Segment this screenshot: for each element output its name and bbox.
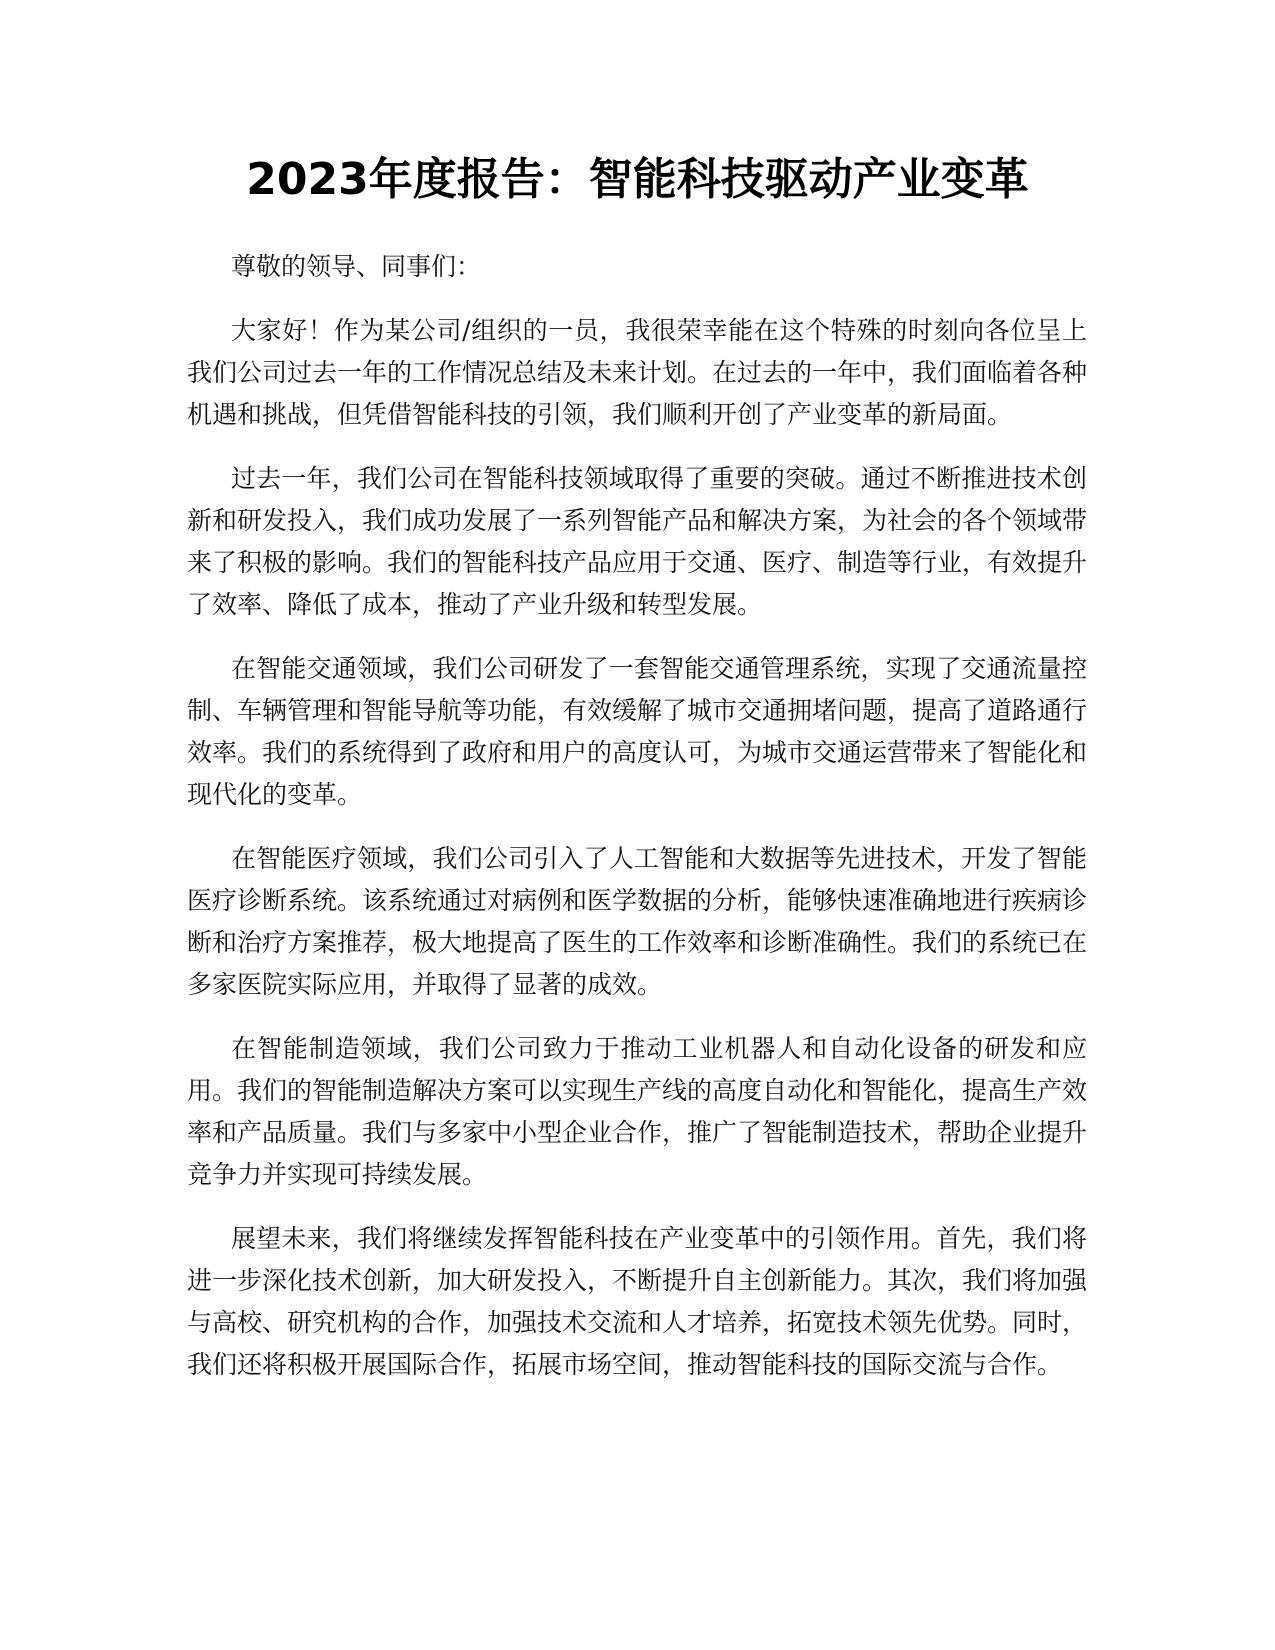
smart-medical-paragraph: 在智能医疗领域，我们公司引入了人工智能和大数据等先进技术，开发了智能医疗诊断系统。该系统通过对病例和医学数据的分析，能够快速准确地进行疾病诊断和治疗方案推荐，极大地提高了医生的工作效率和诊断准确性。我们的系统已在多家医院实际应用，并取得了显著的成效。 — [187, 844, 1088, 999]
intro-paragraph: 大家好！作为某公司/组织的一员，我很荣幸能在这个特殊的时刻向各位呈上我们公司过去一年的工作情况总结及未来计划。在过去的一年中，我们面临着各种机遇和挑战，但凭借智能科技的引领，我们顺利开创了产业变革的新局面。 — [187, 316, 1088, 429]
outlook-paragraph: 展望未来，我们将继续发挥智能科技在产业变革中的引领作用。首先，我们将进一步深化技术创新，加大研发投入，不断提升自主创新能力。其次，我们将加强与高校、研究机构的合作，加强技术交流和人才培养，拓宽技术领先优势。同时，我们还将积极开展国际合作，拓展市场空间，推动智能科技的国际交流与合作。 — [187, 1224, 1088, 1379]
document-body — [187, 246, 1087, 1408]
document-title: 2023年度报告：智能科技驱动产业变革 — [246, 154, 1029, 205]
greeting-paragraph: 尊敬的领导、同事们： — [231, 252, 482, 281]
achievements-paragraph: 过去一年，我们公司在智能科技领域取得了重要的突破。通过不断推进技术创新和研发投入，我们成功发展了一系列智能产品和解决方案，为社会的各个领域带来了积极的影响。我们的智能科技产品应用于交通、医疗、制造等行业，有效提升了效率、降低了成本，推动了产业升级和转型发展。 — [187, 464, 1088, 619]
smart-transport-paragraph: 在智能交通领域，我们公司研发了一套智能交通管理系统，实现了交通流量控制、车辆管理和智能导航等功能，有效缓解了城市交通拥堵问题，提高了道路通行效率。我们的系统得到了政府和用户的高度认可，为城市交通运营带来了智能化和现代化的变革。 — [187, 654, 1088, 809]
smart-manufacturing-paragraph: 在智能制造领域，我们公司致力于推动工业机器人和自动化设备的研发和应用。我们的智能制造解决方案可以实现生产线的高度自动化和智能化，提高生产效率和产品质量。我们与多家中小型企业合作，推广了智能制造技术，帮助企业提升竞争力并实现可持续发展。 — [187, 1034, 1088, 1189]
